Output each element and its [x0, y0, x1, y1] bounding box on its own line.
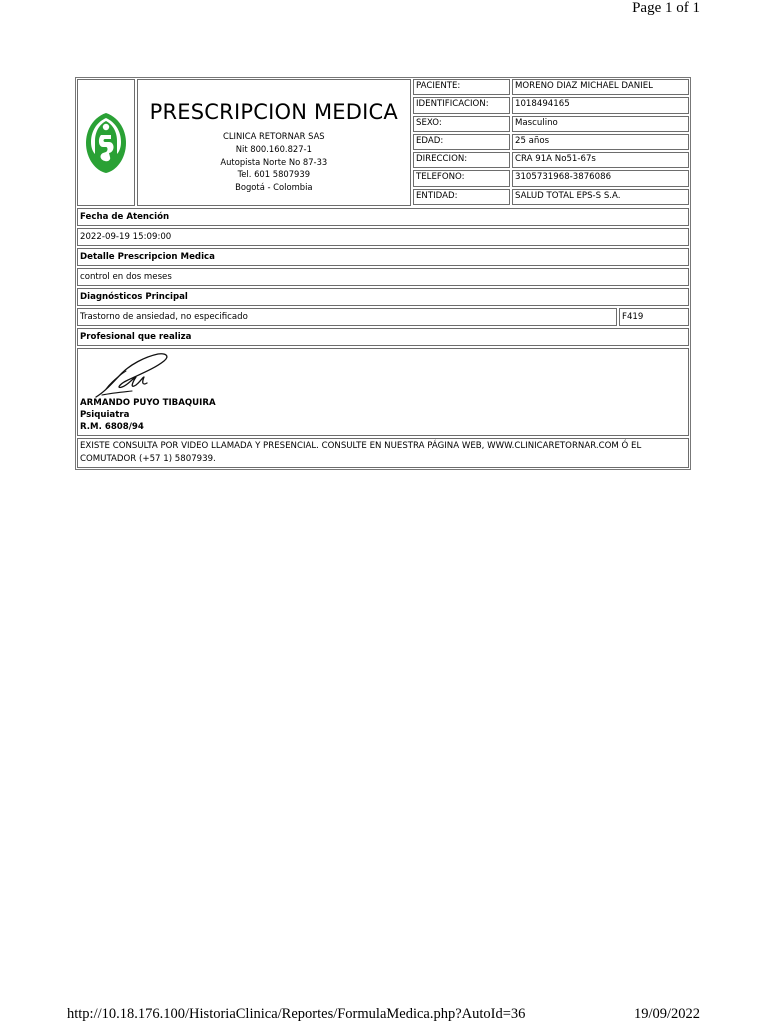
identification-row: [413, 97, 689, 113]
diagnosis-heading: Diagnósticos Principal: [77, 288, 689, 306]
entity-label: ENTIDAD:: [413, 189, 510, 205]
professional-name: ARMANDO PUYO TIBAQUIRA: [80, 398, 216, 408]
diagnosis-value: Trastorno de ansiedad, no especificado: [77, 308, 617, 326]
footer-date: 19/09/2022: [633, 1006, 700, 1022]
age-row: [413, 134, 689, 150]
prescription-detail-heading: Detalle Prescripcion Medica: [77, 248, 689, 266]
identification-label: IDENTIFICACION:: [413, 97, 510, 113]
document-title: PRESCRIPCION MEDICA: [149, 100, 398, 124]
identification-value: 1018494165: [512, 97, 689, 113]
clinic-nit: Nit 800.160.827-1: [235, 143, 312, 154]
signature-image: [92, 351, 182, 401]
patient-value: MORENO DIAZ MICHAEL DANIEL: [512, 79, 689, 95]
phone-row: [413, 170, 689, 186]
footer-url: http://10.18.176.100/HistoriaClinica/Reportes/FormulaMedica.php?AutoId=36: [67, 1006, 526, 1022]
header-block: [77, 79, 689, 206]
clinic-city: Bogotá - Colombia: [235, 182, 313, 193]
consultation-note: EXISTE CONSULTA POR VIDEO LLAMADA Y PRESENCIAL. CONSULTE EN NUESTRA PÁGINA WEB, WWW.CLINICARETORNAR.COM Ó EL COMUTADOR (+57 1) 5807939.: [77, 438, 689, 468]
sex-row: [413, 116, 689, 132]
clinic-address: Autopista Norte No 87-33: [220, 156, 328, 167]
diagnosis-row: [77, 308, 689, 326]
title-block: [137, 79, 411, 206]
entity-value: SALUD TOTAL EPS-S S.A.: [512, 189, 689, 205]
page-number: Page 1 of 1: [632, 0, 700, 16]
professional-heading: Profesional que realiza: [77, 328, 689, 346]
address-label: DIRECCION:: [413, 152, 510, 168]
signature-block: [77, 348, 689, 436]
address-value: CRA 91A No51-67s: [512, 152, 689, 168]
patient-info-table: [413, 79, 689, 206]
patient-label: PACIENTE:: [413, 79, 510, 95]
professional-registration: R.M. 6808/94: [80, 422, 144, 432]
patient-row: [413, 79, 689, 95]
phone-value: 3105731968-3876086: [512, 170, 689, 186]
professional-specialty: Psiquiatra: [80, 410, 130, 420]
sex-value: Masculino: [512, 116, 689, 132]
clinic-logo-icon: [84, 111, 128, 175]
attention-date-value: 2022-09-19 15:09:00: [77, 228, 689, 246]
diagnosis-code: F419: [619, 308, 689, 326]
attention-date-heading: Fecha de Atención: [77, 208, 689, 226]
prescription-document: [75, 77, 691, 470]
age-value: 25 años: [512, 134, 689, 150]
clinic-logo: [77, 79, 135, 206]
entity-row: [413, 189, 689, 205]
clinic-name: CLINICA RETORNAR SAS: [223, 131, 325, 141]
age-label: EDAD:: [413, 134, 510, 150]
clinic-phone: Tel. 601 5807939: [237, 169, 311, 180]
address-row: [413, 152, 689, 168]
professional-info: [80, 397, 216, 433]
sex-label: SEXO:: [413, 116, 510, 132]
prescription-detail-value: control en dos meses: [77, 268, 689, 286]
phone-label: TELEFONO:: [413, 170, 510, 186]
